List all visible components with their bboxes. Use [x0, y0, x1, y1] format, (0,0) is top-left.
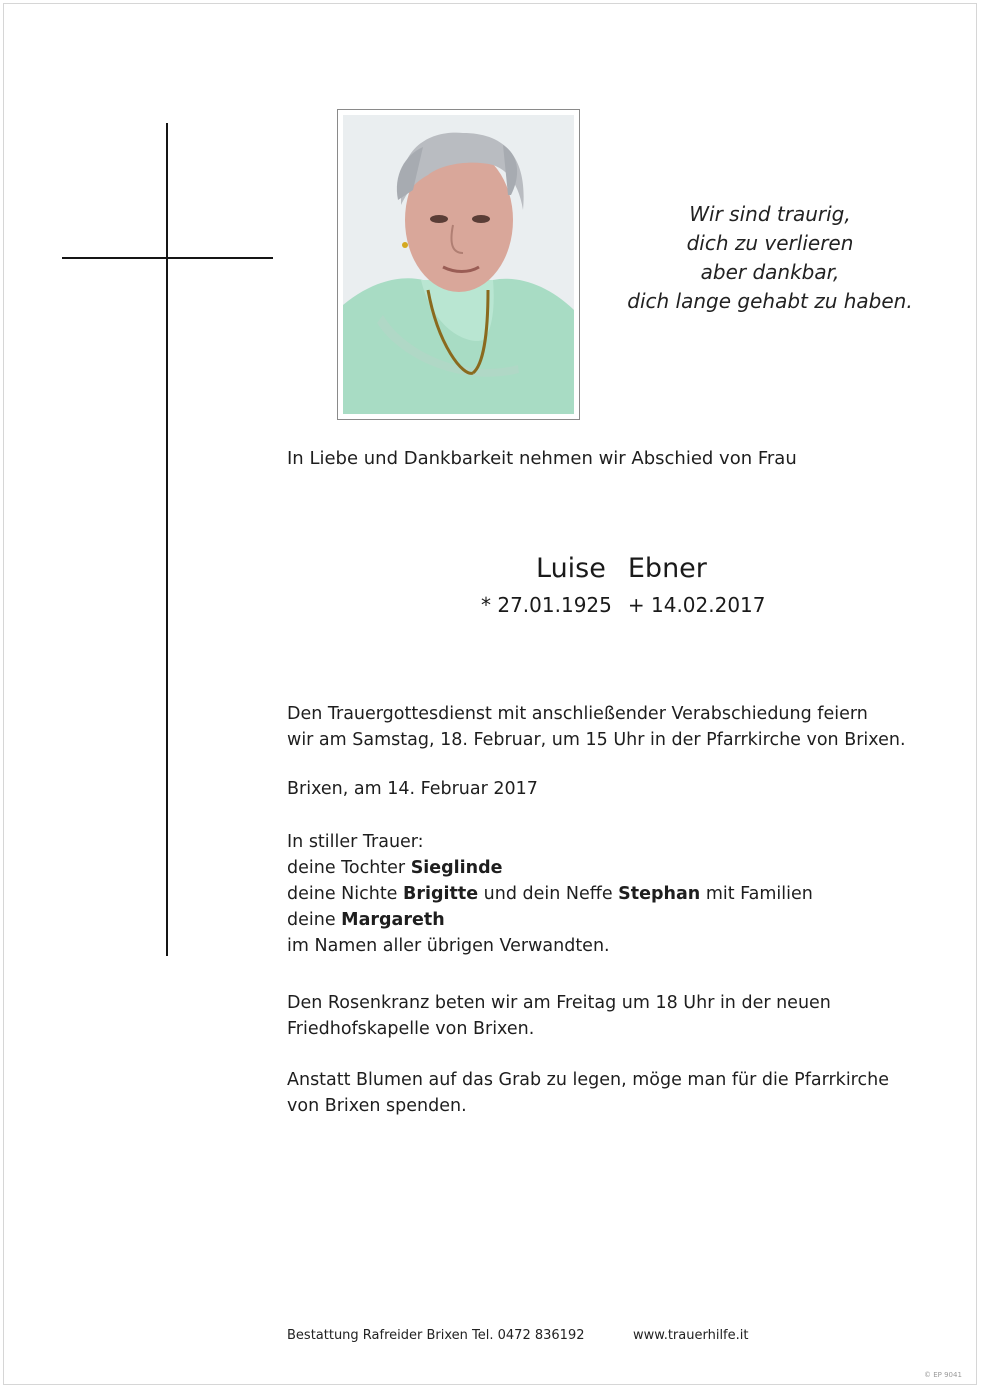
rosary-line: Friedhofskapelle von Brixen.	[287, 1019, 535, 1039]
mourner-relation: deine Nichte	[287, 884, 404, 904]
cross-vertical-bar	[166, 123, 168, 956]
last-name: Ebner	[627, 553, 707, 584]
life-dates	[481, 593, 766, 617]
deceased-name	[536, 553, 707, 584]
donation-line: von Brixen spenden.	[287, 1096, 467, 1116]
mourner-line	[287, 881, 813, 907]
website-link[interactable]: www.trauerhilfe.it	[633, 1328, 749, 1343]
mourner-name: Sieglinde	[410, 858, 503, 878]
first-name: Luise	[536, 553, 606, 584]
service-line: Den Trauergottesdienst mit anschließender Verabschiedung feiern	[287, 704, 868, 724]
reference-code: © EP 9041	[924, 1371, 962, 1379]
mourner-suffix: mit Familien	[700, 884, 813, 904]
poem-line: dich zu verlieren	[686, 231, 854, 255]
place-date: Brixen, am 14. Februar 2017	[287, 779, 538, 799]
poem-line: aber dankbar,	[700, 260, 840, 284]
rosary-info	[287, 990, 831, 1042]
intro-text: In Liebe und Dankbarkeit nehmen wir Abschied von Frau	[287, 448, 797, 469]
donation-info	[287, 1067, 889, 1119]
mourner-relation: und dein Neffe	[478, 884, 619, 904]
death-date: + 14.02.2017	[627, 593, 766, 617]
mourner-line: im Namen aller übrigen Verwandten.	[287, 936, 610, 956]
mourner-name: Stephan	[618, 884, 701, 904]
mourner-relation: deine	[287, 910, 342, 930]
mourner-line	[287, 907, 813, 933]
mourners-heading: In stiller Trauer:	[287, 832, 424, 852]
portrait-image	[343, 115, 574, 414]
undertaker-contact: Bestattung Rafreider Brixen Tel. 0472 836192	[287, 1328, 585, 1343]
poem	[590, 200, 950, 316]
mourner-name: Brigitte	[403, 884, 479, 904]
rosary-line: Den Rosenkranz beten wir am Freitag um 18 Uhr in der neuen	[287, 993, 831, 1013]
mourner-relation: deine Tochter	[287, 858, 411, 878]
poem-line: dich lange gehabt zu haben.	[627, 289, 913, 313]
mourner-name: Margareth	[341, 910, 445, 930]
donation-line: Anstatt Blumen auf das Grab zu legen, möge man für die Pfarrkirche	[287, 1070, 889, 1090]
cross-horizontal-bar	[62, 257, 273, 259]
mourners-list	[287, 829, 813, 959]
birth-date: * 27.01.1925	[481, 593, 612, 617]
service-line: wir am Samstag, 18. Februar, um 15 Uhr in der Pfarrkirche von Brixen.	[287, 730, 906, 750]
portrait-photo	[337, 109, 580, 420]
poem-line: Wir sind traurig,	[689, 202, 851, 226]
mourner-line	[287, 855, 813, 881]
service-info	[287, 701, 906, 753]
